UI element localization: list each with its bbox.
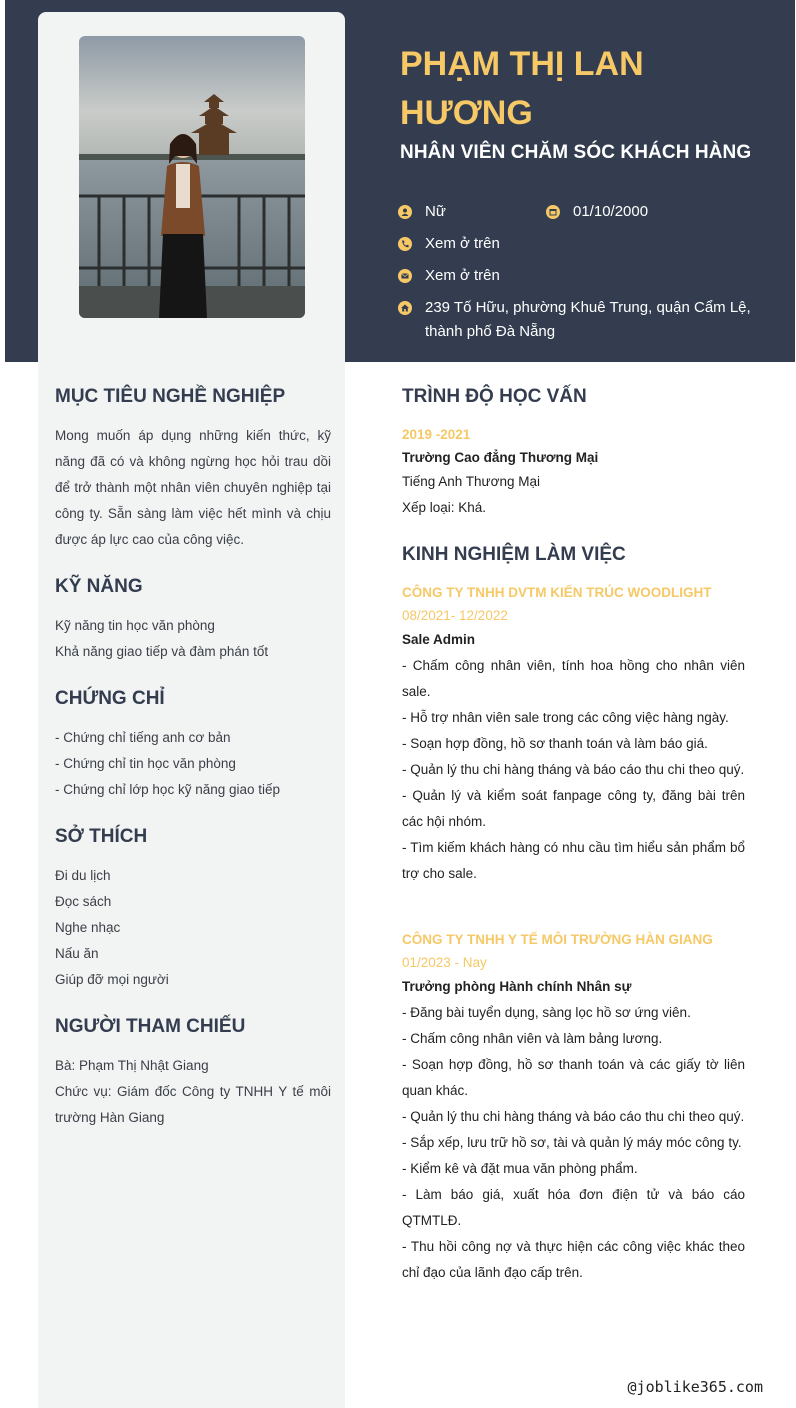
skills-list <box>55 613 331 665</box>
job-task: - Hỗ trợ nhân viên sale trong các công việc hàng ngày. <box>402 710 729 725</box>
list-item: Đọc sách <box>55 894 112 909</box>
list-item: - Chứng chỉ tin học văn phòng <box>55 756 236 771</box>
job-title: NHÂN VIÊN CHĂM SÓC KHÁCH HÀNG <box>400 142 752 163</box>
phone-icon <box>398 237 412 251</box>
experience-title: KINH NGHIỆM LÀM VIỆC <box>402 544 626 565</box>
job-period: 08/2021- 12/2022 <box>402 608 508 623</box>
job-company: CÔNG TY TNHH Y TẾ MÔI TRƯỜNG HÀN GIANG <box>402 932 713 947</box>
references-title: NGƯỜI THAM CHIẾU <box>55 1016 246 1037</box>
phone-row <box>398 232 500 256</box>
job-task: - Chấm công nhân viên và làm bảng lương. <box>402 1031 663 1046</box>
objective-text <box>55 423 331 553</box>
list-item: - Chứng chỉ tiếng anh cơ bản <box>55 730 231 745</box>
address-row <box>398 296 768 344</box>
dob-value: 01/10/2000 <box>573 203 649 220</box>
job-task: - Soạn hợp đồng, hồ sơ thanh toán và làm báo giá. <box>402 736 708 751</box>
job-task: - Kiểm kê và đặt mua văn phòng phẩm. <box>402 1161 638 1176</box>
education-school: Trường Cao đẳng Thương Mại <box>402 450 599 465</box>
calendar-icon <box>546 205 560 219</box>
email-value: Xem ở trên <box>425 267 500 284</box>
list-item: Nghe nhạc <box>55 920 121 935</box>
job-role: Sale Admin <box>402 632 476 647</box>
objective-paragraph: Mong muốn áp dụng những kiến thức, kỹ năng đã có và không ngừng học hỏi trau dồi để trở thành một nhân viên chuyên nghiệp tại công ty. Sẵn sàng làm việc hết mình và chịu được áp lực cao của công việc. <box>55 428 331 547</box>
list-item: Bà: Phạm Thị Nhật Giang <box>55 1058 209 1073</box>
job-task: - Sắp xếp, lưu trữ hồ sơ, tài và quản lý máy móc công ty. <box>402 1135 742 1150</box>
references-list <box>55 1053 331 1131</box>
job-task: - Quản lý và kiểm soát fanpage công ty, đăng bài trên các hội nhóm. <box>402 788 745 829</box>
gender-value: Nữ <box>425 203 446 220</box>
address-value: 239 Tố Hữu, phường Khuê Trung, quận Cẩm Lệ, thành phố Đà Nẵng <box>425 299 751 340</box>
job-task: - Đăng bài tuyển dụng, sàng lọc hồ sơ ứng viên. <box>402 1005 691 1020</box>
watermark: @joblike365.com <box>627 1378 763 1396</box>
mail-icon <box>398 269 412 283</box>
job-task: - Thu hồi công nợ và thực hiện các công việc khác theo chỉ đạo của lãnh đạo cấp trên. <box>402 1239 745 1280</box>
experience-job-1 <box>402 581 745 887</box>
list-item: - Chứng chỉ lớp học kỹ năng giao tiếp <box>55 782 281 797</box>
job-task: - Quản lý thu chi hàng tháng và báo cáo thu chi theo quý. <box>402 762 745 777</box>
education-title: TRÌNH ĐỘ HỌC VẤN <box>402 386 587 407</box>
list-item: Đi du lịch <box>55 868 111 883</box>
profile-photo <box>79 36 305 318</box>
experience-job-2 <box>402 928 745 1286</box>
hobbies-list <box>55 863 331 993</box>
list-item: Khả năng giao tiếp và đàm phán tốt <box>55 644 269 659</box>
education-grade: Xếp loại: Khá. <box>402 500 487 515</box>
job-task: - Quản lý thu chi hàng tháng và báo cáo thu chi theo quý. <box>402 1109 745 1124</box>
list-item: Chức vụ: Giám đốc Công ty TNHH Y tế môi trường Hàn Giang <box>55 1084 331 1125</box>
list-item: Kỹ năng tin học văn phòng <box>55 618 215 633</box>
list-item: Nấu ăn <box>55 946 99 961</box>
education-period: 2019 -2021 <box>402 427 471 442</box>
education-major: Tiếng Anh Thương Mại <box>402 474 540 489</box>
job-company: CÔNG TY TNHH DVTM KIẾN TRÚC WOODLIGHT <box>402 585 712 600</box>
phone-value: Xem ở trên <box>425 235 500 252</box>
skills-title: KỸ NĂNG <box>55 576 143 597</box>
certificates-title: CHỨNG CHỈ <box>55 688 165 709</box>
email-row <box>398 264 500 288</box>
job-task: - Làm báo giá, xuất hóa đơn điện tử và báo cáo QTMTLĐ. <box>402 1187 745 1228</box>
candidate-name: PHẠM THỊ LAN HƯƠNG <box>400 45 644 132</box>
home-icon <box>398 301 412 315</box>
list-item: Giúp đỡ mọi người <box>55 972 169 987</box>
job-task: - Chấm công nhân viên, tính hoa hồng cho nhân viên sale. <box>402 658 745 699</box>
job-task: - Tìm kiếm khách hàng có nhu cầu tìm hiểu sản phẩm bổ trợ cho sale. <box>402 840 745 881</box>
gender-row <box>398 200 446 224</box>
education-block <box>402 423 745 521</box>
job-task: - Soạn hợp đồng, hồ sơ thanh toán và các giấy tờ liên quan khác. <box>402 1057 745 1098</box>
job-role: Trưởng phòng Hành chính Nhân sự <box>402 979 632 994</box>
job-period: 01/2023 - Nay <box>402 955 487 970</box>
objective-title: MỤC TIÊU NGHỀ NGHIỆP <box>55 386 286 407</box>
user-icon <box>398 205 412 219</box>
hobbies-title: SỞ THÍCH <box>55 826 148 847</box>
certificates-list <box>55 725 331 803</box>
dob-row <box>546 200 648 224</box>
